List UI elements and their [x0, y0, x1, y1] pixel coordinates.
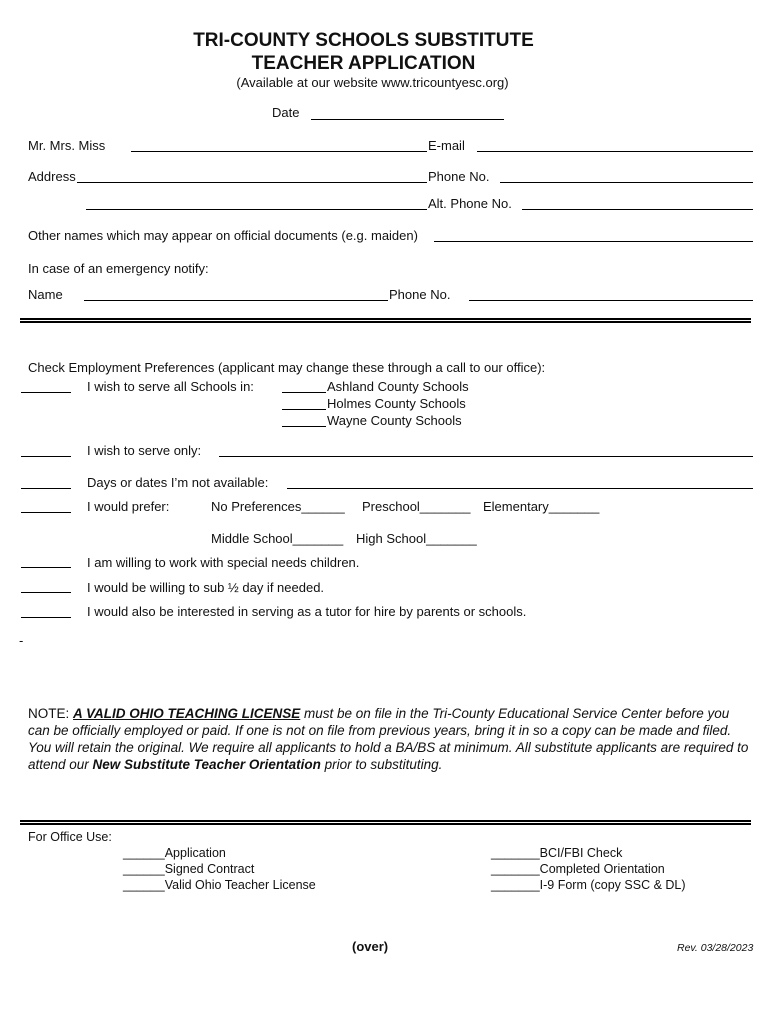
serve-all-label: I wish to serve all Schools in:	[87, 379, 254, 394]
half-day-label: I would be willing to sub ½ day if needed.	[87, 580, 325, 595]
level-elementary[interactable]: Elementary_______	[483, 499, 600, 514]
note-license: A VALID OHIO TEACHING LICENSE	[73, 706, 301, 721]
level-no-preferences[interactable]: No Preferences______	[211, 499, 345, 514]
note-text-2: prior to substituting.	[320, 757, 443, 772]
office-bci-check[interactable]: _______BCI/FBI Check	[491, 846, 623, 860]
form-title-line2: TEACHER APPLICATION	[251, 53, 476, 74]
salutation-label: Mr. Mrs. Miss	[28, 138, 106, 153]
note-prefix: NOTE:	[28, 706, 74, 721]
phone-field[interactable]	[500, 182, 753, 183]
emergency-name-label: Name	[28, 287, 63, 302]
name-field[interactable]	[131, 151, 427, 152]
office-heading: For Office Use:	[28, 830, 112, 844]
not-available-checkbox[interactable]	[21, 488, 71, 489]
other-names-field[interactable]	[434, 241, 753, 242]
address-label: Address	[28, 169, 76, 184]
special-needs-label: I am willing to work with special needs children.	[87, 555, 360, 570]
email-field[interactable]	[477, 151, 753, 152]
tutor-checkbox[interactable]	[21, 617, 71, 618]
office-application[interactable]: ______Application	[123, 846, 226, 860]
date-field[interactable]	[311, 119, 504, 120]
not-available-label: Days or dates I’m not available:	[87, 475, 269, 490]
wayne-checkbox[interactable]	[282, 426, 326, 427]
form-subtitle: (Available at our website www.tricountyesc.org)	[236, 75, 509, 90]
level-preschool[interactable]: Preschool_______	[362, 499, 471, 514]
holmes-checkbox[interactable]	[282, 409, 326, 410]
address-field[interactable]	[77, 182, 427, 183]
office-teacher-license[interactable]: ______Valid Ohio Teacher License	[123, 878, 316, 892]
office-signed-contract[interactable]: ______Signed Contract	[123, 862, 255, 876]
county-wayne: Wayne County Schools	[327, 413, 462, 428]
alt-phone-field[interactable]	[522, 209, 753, 210]
special-needs-checkbox[interactable]	[21, 567, 71, 568]
serve-only-label: I wish to serve only:	[87, 443, 202, 458]
serve-only-field[interactable]	[219, 456, 753, 457]
serve-only-checkbox[interactable]	[21, 456, 71, 457]
alt-phone-label: Alt. Phone No.	[428, 196, 512, 211]
form-title-line1: TRI-COUNTY SCHOOLS SUBSTITUTE	[193, 30, 534, 51]
office-i9-form[interactable]: _______I-9 Form (copy SSC & DL)	[491, 878, 686, 892]
section-divider	[20, 318, 751, 323]
county-holmes: Holmes County Schools	[327, 396, 466, 411]
emergency-phone-field[interactable]	[469, 300, 753, 301]
serve-all-checkbox[interactable]	[21, 392, 71, 393]
level-high-school[interactable]: High School_______	[356, 531, 477, 546]
not-available-field[interactable]	[287, 488, 753, 489]
phone-label: Phone No.	[428, 169, 490, 184]
emergency-phone-label: Phone No.	[389, 287, 451, 302]
note-orientation: New Substitute Teacher Orientation	[92, 757, 321, 772]
county-ashland: Ashland County Schools	[327, 379, 469, 394]
license-note	[28, 705, 753, 773]
note-text-1: must be on file in the Tri-County Educational Service Center before you can be officially employed or paid. If one is not on file from previous years, bring it in so a copy can be made and filed. You will retain the original. We require all applicants to hold a BA/BS at minimum. All substitute applicants are required to attend our	[28, 706, 749, 772]
address-line2-field[interactable]	[86, 209, 427, 210]
preferences-heading: Check Employment Preferences (applicant may change these through a call to our office):	[28, 360, 546, 375]
prefer-checkbox[interactable]	[21, 512, 71, 513]
office-orientation[interactable]: _______Completed Orientation	[491, 862, 665, 876]
over-label: (over)	[352, 939, 389, 954]
other-names-label: Other names which may appear on official documents (e.g. maiden)	[28, 228, 418, 243]
date-label: Date	[272, 105, 300, 120]
emergency-name-field[interactable]	[84, 300, 388, 301]
tutor-label: I would also be interested in serving as a tutor for hire by parents or schools.	[87, 604, 527, 619]
half-day-checkbox[interactable]	[21, 592, 71, 593]
revision-date: Rev. 03/28/2023	[677, 942, 754, 954]
emergency-label: In case of an emergency notify:	[28, 261, 209, 276]
email-label: E-mail	[428, 138, 465, 153]
level-middle-school[interactable]: Middle School_______	[211, 531, 344, 546]
ashland-checkbox[interactable]	[282, 392, 326, 393]
office-divider	[20, 820, 751, 825]
stray-mark: -	[19, 633, 24, 648]
prefer-label: I would prefer:	[87, 499, 170, 514]
